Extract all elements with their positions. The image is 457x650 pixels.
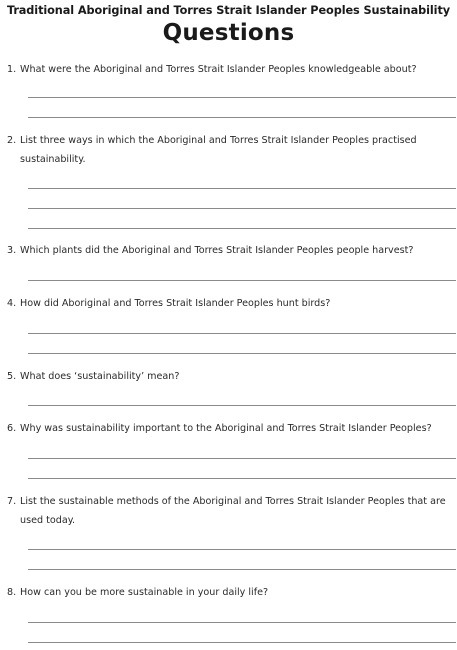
answer-line[interactable] — [28, 622, 456, 623]
question-number: 5. — [7, 371, 17, 382]
answer-line[interactable] — [28, 97, 456, 98]
question-number: 3. — [7, 245, 17, 256]
answer-line[interactable] — [28, 188, 456, 189]
answer-line[interactable] — [28, 208, 456, 209]
question-text: How can you be more sustainable in your daily life? — [20, 587, 269, 598]
answer-line[interactable] — [28, 569, 456, 570]
question-number: 4. — [7, 298, 17, 309]
question-text: Which plants did the Aboriginal and Torres Strait Islander Peoples people harvest? — [20, 245, 414, 256]
answer-line[interactable] — [28, 280, 456, 281]
answer-line[interactable] — [28, 458, 456, 459]
answer-line[interactable] — [28, 333, 456, 334]
question-number: 6. — [7, 423, 17, 434]
question-number: 7. — [7, 496, 17, 507]
worksheet-title: Traditional Aboriginal and Torres Strait Islander Peoples Sustainability — [6, 4, 451, 17]
question-text: List three ways in which the Aboriginal and Torres Strait Islander Peoples practised sustainability. — [20, 135, 417, 165]
answer-line[interactable] — [28, 405, 456, 406]
answer-line[interactable] — [28, 228, 456, 229]
question-text: What does ‘sustainability’ mean? — [20, 371, 180, 382]
answer-line[interactable] — [28, 117, 456, 118]
question-text: Why was sustainability important to the Aboriginal and Torres Strait Islander Peoples? — [20, 423, 432, 434]
question-number: 8. — [7, 587, 17, 598]
question-text: List the sustainable methods of the Aboriginal and Torres Strait Islander Peoples that are used today. — [20, 496, 446, 526]
worksheet-subtitle: Questions — [162, 20, 295, 46]
question-number: 1. — [7, 64, 17, 75]
answer-line[interactable] — [28, 478, 456, 479]
question-text: What were the Aboriginal and Torres Strait Islander Peoples knowledgeable about? — [20, 64, 417, 75]
question-number: 2. — [7, 135, 17, 146]
question-text: How did Aboriginal and Torres Strait Islander Peoples hunt birds? — [20, 298, 331, 309]
answer-line[interactable] — [28, 642, 456, 643]
answer-line[interactable] — [28, 353, 456, 354]
answer-line[interactable] — [28, 549, 456, 550]
